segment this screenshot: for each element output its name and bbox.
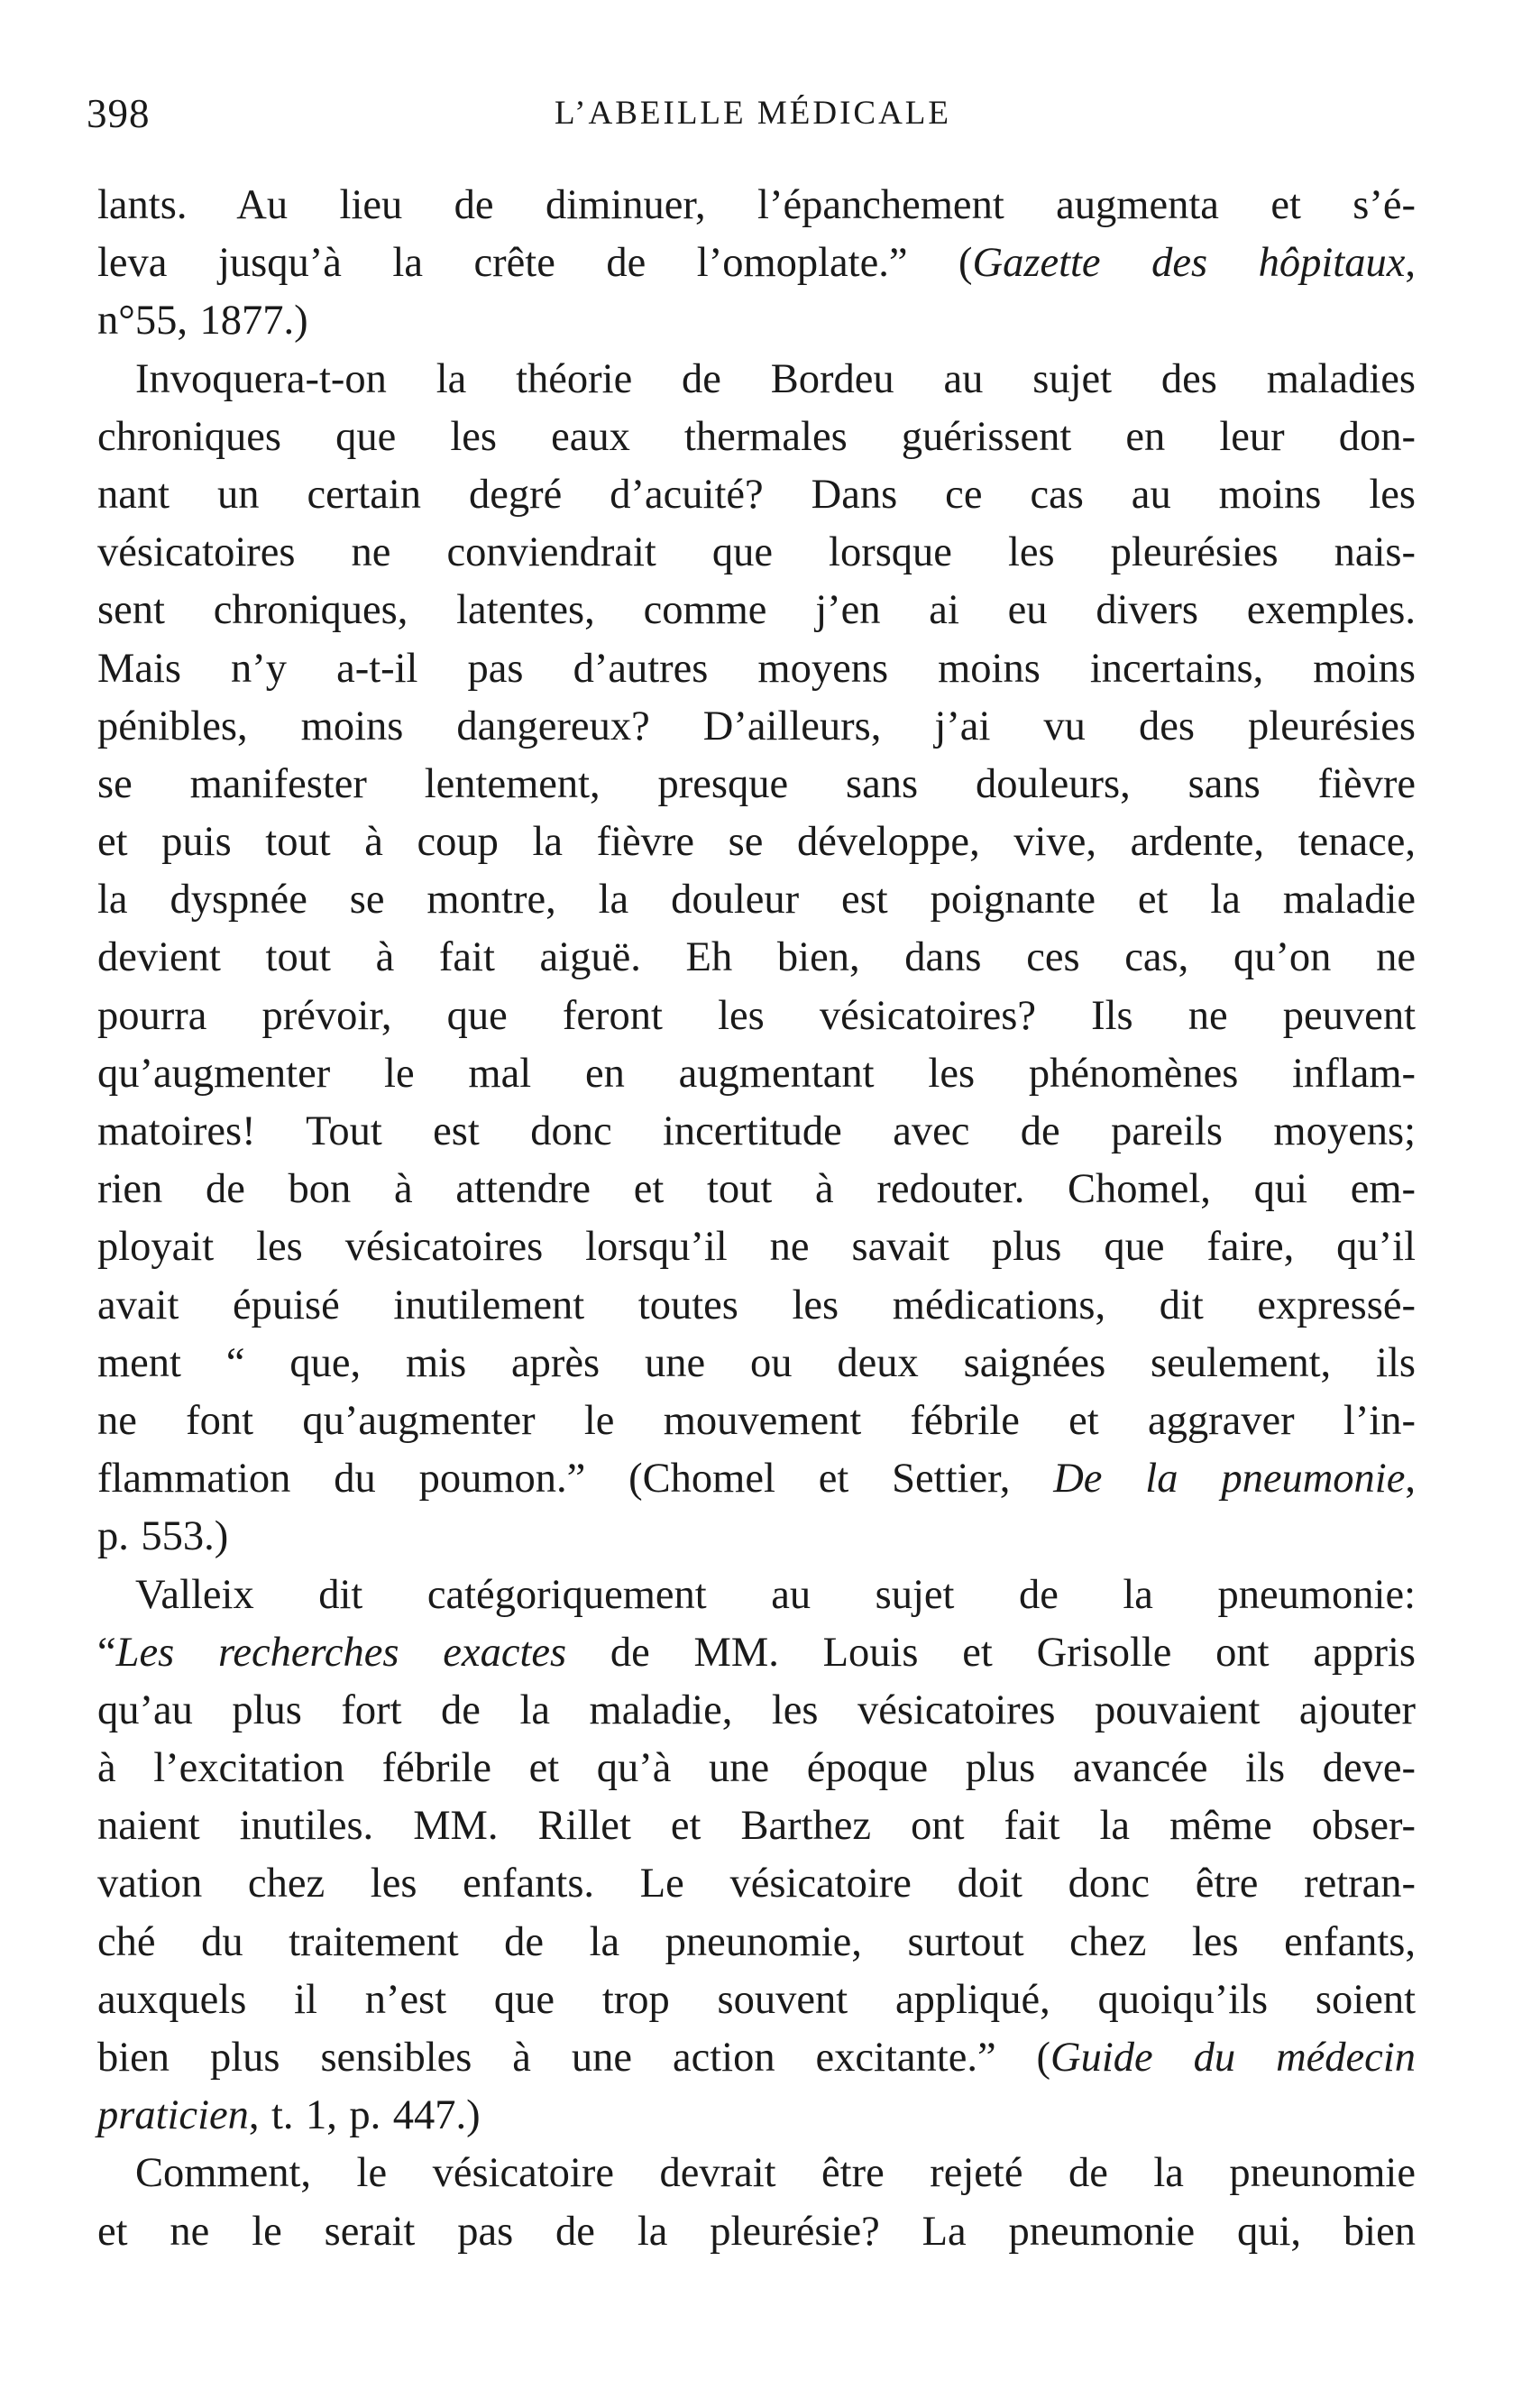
text-line: rien de bon à attendre et tout à redouter. Chomel, qui em-	[97, 1166, 1416, 1213]
text-line: auxquels il n’est que trop souvent appliqué, quoiqu’ils soient	[97, 1976, 1416, 2023]
text-line: ne font qu’augmenter le mouvement fébrile et aggraver l’in-	[97, 1397, 1416, 1444]
text-line: pourra prévoir, que feront les vésicatoires? Ils ne peuvent	[97, 992, 1416, 1039]
page-header	[87, 87, 1419, 141]
text-line: matoires! Tout est donc incertitude avec de pareils moyens;	[97, 1108, 1416, 1154]
text-line: se manifester lentement, presque sans douleurs, sans fièvre	[97, 760, 1416, 807]
text-line: p. 553.)	[97, 1513, 229, 1560]
text-line: et ne le serait pas de la pleurésie? La pneumonie qui, bien	[97, 2208, 1416, 2255]
text-line: lants. Au lieu de diminuer, l’épanchement augmenta et s’é-	[97, 182, 1416, 228]
text-line: Invoquera-t-on la théorie de Bordeu au sujet des maladies	[135, 355, 1416, 402]
text-line: avait épuisé inutilement toutes les médications, dit expressé-	[97, 1282, 1416, 1328]
text-line: leva jusqu’à la crête de l’omoplate.” (Gazette des hôpitaux,	[97, 240, 1416, 287]
text-line: sent chroniques, latentes, comme j’en ai eu divers exemples.	[97, 587, 1416, 634]
text-line: ment “ que, mis après une ou deux saignées seulement, ils	[97, 1339, 1416, 1386]
text-line: ché du traitement de la pneunomie, surtout chez les enfants,	[97, 1918, 1416, 1965]
text-line: ployait les vésicatoires lorsqu’il ne savait plus que faire, qu’il	[97, 1224, 1416, 1271]
text-line: naient inutiles. MM. Rillet et Barthez ont fait la même obser-	[97, 1803, 1416, 1850]
text-line: pénibles, moins dangereux? D’ailleurs, j’ai vu des pleurésies	[97, 703, 1416, 749]
text-line: praticien, t. 1, p. 447.)	[97, 2092, 481, 2139]
text-line: Mais n’y a-t-il pas d’autres moyens moins incertains, moins	[97, 645, 1416, 692]
text-line: “Les recherches exactes de MM. Louis et Grisolle ont appris	[97, 1629, 1417, 1676]
text-line: Comment, le vésicatoire devrait être rejeté de la pneunomie	[135, 2150, 1416, 2197]
text-line: nant un certain degré d’acuité? Dans ce cas au moins les	[97, 471, 1416, 518]
text-line: chroniques que les eaux thermales guérissent en leur don-	[97, 413, 1416, 460]
text-line: qu’augmenter le mal en augmentant les phénomènes inflam-	[97, 1050, 1416, 1097]
text-line: qu’au plus fort de la maladie, les vésicatoires pouvaient ajouter	[97, 1687, 1416, 1733]
text-line: bien plus sensibles à une action excitante.” (Guide du médecin	[97, 2035, 1416, 2081]
text-line: devient tout à fait aiguë. Eh bien, dans ces cas, qu’on ne	[97, 934, 1416, 981]
text-line: Valleix dit catégoriquement au sujet de la pneumonie:	[135, 1571, 1416, 1618]
body-text	[97, 177, 1416, 2261]
text-line: la dyspnée se montre, la douleur est poignante et la maladie	[97, 877, 1416, 924]
page-number: 398	[87, 91, 151, 136]
text-line: vation chez les enfants. Le vésicatoire doit donc être retran-	[97, 1861, 1416, 1907]
text-line: et puis tout à coup la fièvre se développe, vive, ardente, tenace,	[97, 819, 1416, 866]
text-line: vésicatoires ne conviendrait que lorsque les pleurésies nais-	[97, 529, 1416, 576]
text-line: à l’excitation fébrile et qu’à une époque plus avancée ils deve-	[97, 1745, 1416, 1792]
running-title: L’ABEILLE MÉDICALE	[554, 95, 952, 132]
text-line: flammation du poumon.” (Chomel et Settier, De la pneumonie,	[97, 1456, 1416, 1503]
text-line: n°55, 1877.)	[97, 298, 308, 345]
